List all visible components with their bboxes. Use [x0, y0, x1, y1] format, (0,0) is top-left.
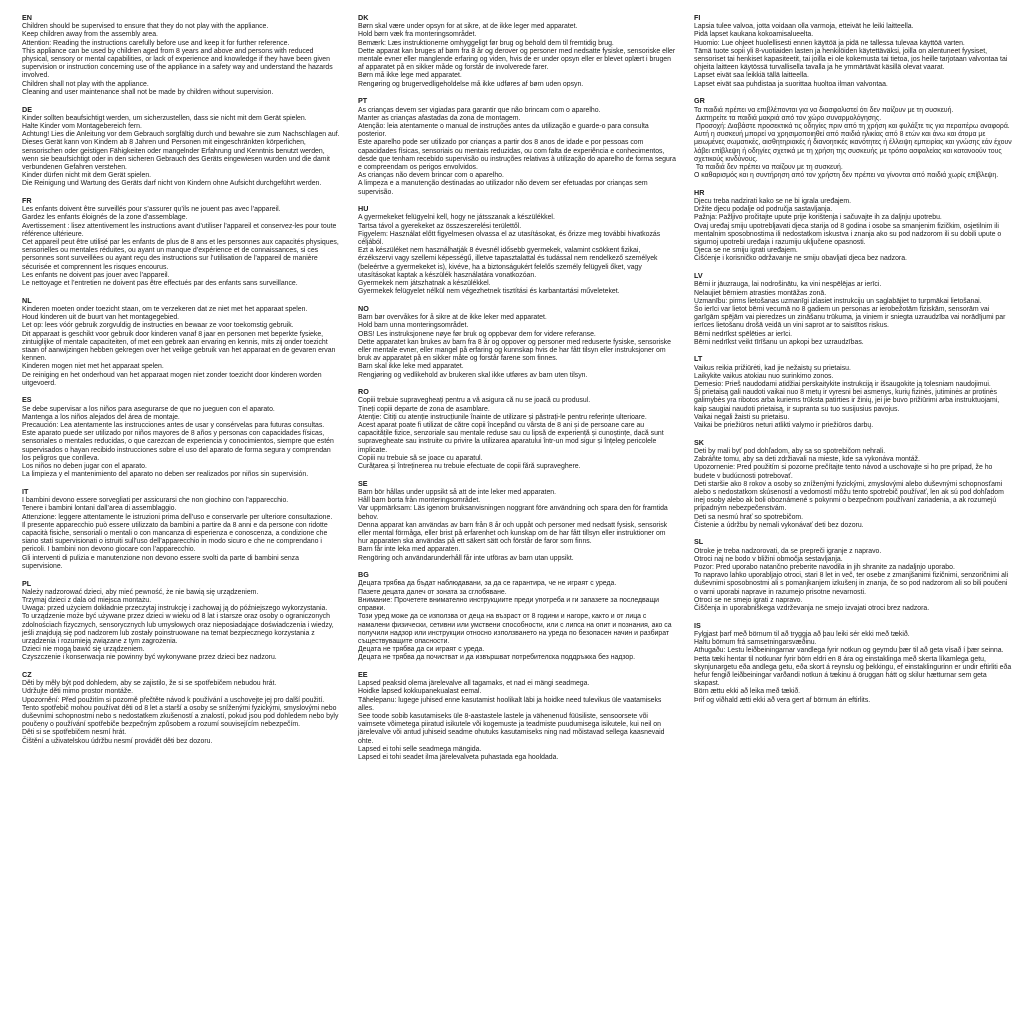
warning-text: Le nettoyage et l’entretien ne doivent pas être effectués par des enfants sans surveillance.	[22, 280, 298, 288]
warning-text: Die Reinigung und Wartung des Geräts darf nicht von Kindern ohne Aufsicht durchgeführt werden.	[22, 180, 322, 188]
warning-text: Børn må ikke lege med apparatet.	[358, 72, 462, 80]
warning-text: Barn får inte leka med apparaten.	[358, 546, 461, 554]
warning-text: Пазете децата далеч от зоната за сглобяване.	[358, 588, 507, 596]
warning-text: Let op: lees vóór gebruik zorgvuldig de instructies en bewaar ze voor toekomstig gebruik.	[22, 322, 294, 330]
warning-text: Držite djecu podalje od područja sastavljanja.	[694, 206, 833, 214]
warning-text: Se debe supervisar a los niños para asegurarse de que no jueguen con el aparato.	[22, 405, 275, 413]
language-section-se	[358, 480, 676, 563]
warning-text: Țineți copiii departe de zona de asamblare.	[358, 405, 490, 413]
language-code: PL	[22, 578, 32, 588]
warning-text: Lapsed ei tohi selle seadmega mängida.	[358, 745, 482, 753]
warning-text: Keep children away from the assembly area.	[22, 31, 158, 39]
warning-text: Čiščenja in uporabniškega vzdrževanja ne smejo izvajati otroci brez nadzora.	[694, 605, 930, 613]
warning-text: Tämä tuote sopii yli 8-vuotiaiden lasten ja henkilöiden käytettäväksi, joilla on alentuneet fyysiset, sensoriset tai henkiset kapasiteetit, tai joilla ei ole kokemusta tai tietoa, jos heille tarjotaan valvontaa tai ohjeita laitteen käytössä turvallisella tavalla ja he ymmärtävät käsillä olevat vaarat.	[694, 47, 1010, 72]
column-1	[22, 14, 340, 771]
language-section-ee	[358, 671, 676, 762]
warning-text: Otroci naj ne bodo v bližini območja sestavljanja.	[694, 555, 843, 563]
language-section-fr	[22, 197, 340, 288]
warning-text: As crianças devem ser vigiadas para garantir que não brincam com o aparelho.	[358, 106, 601, 114]
warning-text: Αυτή η συσκευή μπορεί να χρησιμοποιηθεί από παιδιά ηλικίας από 8 ετών και άνω και άτομα με μειωμένες σωματικές, αισθητηριακές ή διανοητικές ικανότητες ή έλλειψη εμπειρίας και γνώσης εάν έχουν λάβει επίβλεψη ή οδηγίες σχετικά με τη χρήση της συσκευής με τρόπο ασφαλείας και κατανοούν τους σχετικούς κινδύνους.	[694, 131, 1014, 163]
language-section-hr	[694, 189, 1012, 264]
warning-text: Внимание: Прочетете внимателно инструкциите преди употреба и ги запазете за последващи справки.	[358, 596, 661, 613]
warning-text: Acest aparat poate fi utilizat de către copii începând cu vârsta de 8 ani și de persoane care au capacitățile fizice, senzoriale sau mentale reduse sau cu lipsă de experiență și cunoștințe, dacă sunt supravegheate sau instruite cu privire la utilizarea aparatului într-un mod sigur și înțeleg pericolele implicate.	[358, 422, 666, 454]
warning-text: Børn skal være under opsyn for at sikre, at de ikke leger med apparatet.	[358, 23, 578, 31]
warning-text: Barn bør overvåkes for å sikre at de ikke leker med apparatet.	[358, 314, 547, 322]
warning-text: Tenere i bambini lontani dall’area di assemblaggio.	[22, 505, 177, 513]
warning-text: Gyermekek nem játszhatnak a készülékkel.	[358, 280, 491, 288]
warning-text: To napravo lahko uporabljajo otroci, stari 8 let in več, ter osebe z zmanjšanimi fizičnimi, senzoričnimi ali duševnimi sposobnostmi ali s pomanjkanjem izkušenj in znanja, če so pod nadzorom ali so bili poučeni o varni uporabi naprave in razumejo prisotne nevarnosti.	[694, 572, 1010, 596]
warning-text: Šo ierīci var lietot bērni vecumā no 8 gadiem un personas ar ierobežotām fiziskām, sensorām vai garīgām spējām vai pieredzes un zināšanu trūkuma, ja viniem ir sniegta uzraudzība vai norādījumi par ierīces lietošanu drošā veidā un vini saprot ar to saistītos riskus.	[694, 305, 1008, 330]
warning-text: Dette apparat kan bruges af børn fra 8 år og derover og personer med nedsatte fysiske, sensoriske eller mentale evner eller manglende erfaring og viden, hvis de er under opsyn eller er blevet oplært i brugen af apparatet på en sikker måde og forstår de involverede farer.	[358, 47, 678, 72]
language-code: RO	[358, 387, 369, 397]
warning-text: Vaikus reikia prižiūrėti, kad jie nežaistų su prietaisu.	[694, 364, 851, 372]
warning-text: Kinder dürfen nicht mit dem Gerät spielen.	[22, 172, 152, 180]
language-code: SK	[694, 437, 704, 447]
language-section-pl	[22, 580, 340, 663]
warning-text: Ο καθαρισμός και η συντήρηση από τον χρήστη δεν πρέπει να γίνονται από παιδιά χωρίς επίβλεψη.	[694, 172, 999, 180]
language-section-lv	[694, 272, 1012, 347]
warning-text: I bambini devono essere sorvegliati per assicurarsi che non giochino con l’apparecchio.	[22, 497, 289, 505]
warning-text: Децата не трябва да почистват и да извършват потребителска поддръжка без надзор.	[358, 654, 636, 662]
warning-text: Þetta tæki hentar til notkunar fyrir börn eldri en 8 ára og einstaklinga með skerta líkamlega getu, skynjunargetu eða andlega getu, eða skort á reynslu og þekkingu, ef einstaklingurinn er undir eftirliti eða hefur fengið leiðbeiningar varðandi notkun á tækinu á öruggan hátt og skilur hætturnar sem geta skapast.	[694, 655, 1014, 688]
warning-text: Les enfants ne doivent pas jouer avec l’appareil.	[22, 271, 170, 279]
language-code: HU	[358, 204, 369, 214]
warning-text: Τα παιδιά πρέπει να επιβλέπονται για να διασφαλιστεί ότι δεν παίζουν με τη συσκευή.	[694, 106, 954, 114]
warning-text: Kinderen moeten onder toezicht staan, om te verzekeren dat ze niet met het apparaat spelen.	[22, 305, 308, 313]
warning-text: Attention: Reading the instructions carefully before use and keep it for further reference.	[22, 39, 290, 47]
warning-text: OBS! Les instruksjonene nøye før bruk og oppbevar dem for videre referanse.	[358, 330, 596, 338]
language-section-fi	[694, 14, 1012, 89]
warning-text: Este aparelho pode ser utilizado por crianças a partir dos 8 anos de idade e por pessoas com capacidades físicas, sensoriais ou mentais reduzidas, ou com falta de experiência e conhecimentos, desde que tenham recebido supervisão ou instruções relativas à utilização do aparelho de forma segura e compreendam os perigos envolvidos.	[358, 139, 678, 171]
warning-text: Този уред може да се използва от деца на възраст от 8 години и нагоре, както и от лица с намалени физически, сетивни или умствени способности, или с липса на опит и познания, ако са получили надзор или инструкции относно използването на уреда по безопасен начин и разбират съществуващите опасности.	[358, 613, 674, 645]
language-section-dk	[358, 14, 676, 89]
warning-text: Hoidke lapsed kokkupanekualast eemal.	[358, 688, 482, 696]
language-code: DE	[22, 104, 32, 114]
warning-text: Halte Kinder vom Montagebereich fern.	[22, 122, 142, 130]
warning-text: Hold børn væk fra monteringsområdet.	[358, 31, 477, 39]
warning-text: Децата не трябва да си играят с уреда.	[358, 646, 485, 654]
warning-text: Udržujte děti mimo prostor montáže.	[22, 688, 134, 696]
warning-text: A gyermekeket felügyelni kell, hogy ne játsszanak a készülékkel.	[358, 214, 555, 222]
warning-text: Należy nadzorować dzieci, aby mieć pewność, że nie bawią się urządzeniem.	[22, 588, 259, 596]
warning-columns	[22, 14, 1012, 771]
warning-text: Ovaj uređaj smiju upotrebljavati djeca starija od 8 godina i osobe sa smanjenim fizičkim, osjetilnim ili mentalnim sposobnostima ili nedostatkom iskustva i znanja ako su pod nadzorom ili su dobili upute o sigurnoj upotrebi uređaja i razumiju uključene opasnosti.	[694, 222, 1004, 247]
warning-text: Lapset eivät saa puhdistaa ja suorittaa huoltoa ilman valvontaa.	[694, 80, 888, 88]
warning-text: Tähelepanu: lugege juhised enne kasutamist hoolikalt läbi ja hoidke need tulevikus üle vaatamiseks alles.	[358, 696, 664, 712]
language-code: FI	[694, 13, 701, 22]
warning-text: Děti si se spotřebičem nesmí hrát.	[22, 729, 127, 737]
warning-text: Copiii trebuie supravegheați pentru a vă asigura că nu se joacă cu produsul.	[358, 397, 591, 405]
warning-text: Děti by měly být pod dohledem, aby se zajistilo, že si se spotřebičem nebudou hrát.	[22, 680, 277, 688]
warning-text: Tento spotřebič mohou používat děti od 8 let a starší a osoby se sníženými fyzickými, smyslovými nebo duševními schopnostmi nebo s nedostatkem zkušeností a znalostí, pokud jsou pod dohledem nebo byly poučeny o používání spotřebiče bezpečným způsobem a rozumí souvisejícím nebezpečím.	[22, 704, 341, 729]
language-section-bg	[358, 571, 676, 662]
language-section-nl	[22, 297, 340, 388]
warning-text: To urządzenie może być używane przez dzieci w wieku od 8 lat i starsze oraz osoby o ograniczonych zdolnościach fizycznych, sensorycznych lub umysłowych oraz nieposiadające doświadczenia i wiedzy, jeśli znajdują się pod nadzorem lub zostały poinstruowane na temat bezpiecznego korzystania z urządzenia i rozumieją związane z tym zagrożenia.	[22, 613, 336, 645]
warning-text: Rengöring och användarunderhåll får inte utföras av barn utan uppsikt.	[358, 554, 574, 562]
warning-text: Deti by mali byť pod dohľadom, aby sa so spotrebičom nehrali.	[694, 447, 886, 455]
language-section-no	[358, 305, 676, 380]
warning-text: Čištění a uživatelskou údržbu nesmí provádět děti bez dozoru.	[22, 737, 213, 745]
language-section-en	[22, 14, 340, 97]
warning-text: Vaikai negali žaisti su prietaisu.	[694, 413, 790, 421]
warning-text: Laikykite vaikus atokiau nuo surinkimo zonos.	[694, 372, 834, 380]
warning-text: Il presente apparecchio può essere utilizzato da bambini a partire da 8 anni e da persone con ridotte capacità fisiche, sensoriali o mentali o con mancanza di esperienza e conoscenza, a condizione che siano stati supervisionati o istruiti sull’uso dell’apparecchio in modo sicuro e che ne comprendano i pericoli. I bambini non devono giocare con l’apparecchio.	[22, 521, 330, 554]
warning-text: Zabráňte tomu, aby sa deti zdržiavali na mieste, kde sa vykonáva montáž.	[694, 456, 920, 464]
language-section-pt	[358, 97, 676, 196]
warning-text: Copiii nu trebuie să se joace cu aparatul.	[358, 454, 483, 462]
warning-text: Los niños no deben jugar con el aparato.	[22, 463, 147, 471]
language-code: PT	[358, 96, 368, 106]
warning-text: Kinderen mogen niet met het apparaat spelen.	[22, 363, 164, 371]
warning-text: Trzymaj dzieci z dala od miejsca montażu.	[22, 596, 152, 604]
language-code: SL	[694, 537, 704, 547]
language-section-it	[22, 488, 340, 571]
warning-text: Gyermekek felügyelet nélkül nem végezhetnek tisztítási és karbantartási műveleteket.	[358, 288, 620, 296]
language-section-gr	[694, 97, 1012, 180]
warning-text: Atenție: Citiți cu atenție instrucțiunile înainte de utilizare și păstrați-le pentru referințe ulterioare.	[358, 413, 647, 421]
language-code: CZ	[22, 670, 32, 680]
warning-text: Pozor: Pred uporabo natančno preberite navodila in jih shranite za nadaljnjo uporabo.	[694, 564, 955, 572]
language-code: FR	[22, 196, 32, 206]
warning-text: Dzieci nie mogą bawić się urządzeniem.	[22, 646, 145, 654]
warning-text: Czyszczenie i konserwacja nie powinny być wykonywane przez dzieci bez nadzoru.	[22, 654, 277, 662]
warning-text: Gardez les enfants éloignés de la zone d’assemblage.	[22, 214, 188, 222]
warning-text: Čišćenje i korisničko održavanje ne smiju obavljati djeca bez nadzora.	[694, 255, 907, 263]
warning-text: Lapset eivät saa leikkiä tällä laitteella.	[694, 72, 809, 80]
warning-text: Otroci se ne smejo igrati z napravo.	[694, 596, 803, 604]
language-section-es	[22, 396, 340, 479]
warning-text: Precaución: Lea atentamente las instrucciones antes de usar y consérvelas para futuras consultas.	[22, 422, 325, 430]
warning-text: Pažnja: Pažljivo pročitajte upute prije korištenja i sačuvajte ih za daljnju upotrebu.	[694, 214, 942, 222]
warning-text: Manter as crianças afastadas da zona de montagem.	[358, 114, 521, 122]
language-code: GR	[694, 96, 705, 106]
warning-text: Håll barn borta från monteringsområdet.	[358, 497, 481, 505]
warning-text: Dit apparaat is geschikt voor gebruik door kinderen vanaf 8 jaar en personen met beperkte fysieke, zintuiglijke of mentale capaciteiten, of met een gebrek aan ervaring en kennis, mits zij onder toezicht staan of aanwijzingen hebben gekregen over het veilige gebruik van het apparaat en de gevaren ervan kennen.	[22, 330, 338, 363]
language-code: ES	[22, 395, 32, 405]
warning-text: Lapsia tulee valvoa, jotta voidaan olla varmoja, etteivät he leiki laitteella.	[694, 23, 914, 31]
warning-text: Djecu treba nadzirati kako se ne bi igrala uređajem.	[694, 198, 852, 206]
warning-text: Barn skal ikke leke med apparatet.	[358, 363, 464, 371]
warning-text: A limpeza e a manutenção destinadas ao utilizador não devem ser efetuadas por crianças sem supervisão.	[358, 180, 650, 196]
warning-text: Achtung! Lies die Anleitung vor dem Gebrauch sorgfältig durch und bewahre sie zum Nachschlagen auf.	[22, 131, 340, 139]
warning-text: See toode sobib kasutamiseks üle 8-aastastele lastele ja vähenenud füüsiliste, sensoorsete või vaimsete võimetega piiratud isikutele või kogemuste ja teadmiste puudumisega isikutele, kui neil on järelevalve või antud juhiseid seadme ohutuks kasutamiseks ning nad mõistavad sellega kaasnevaid ohte.	[358, 713, 667, 745]
language-section-cz	[22, 671, 340, 746]
language-section-lt	[694, 355, 1012, 430]
warning-text: Þrif og viðhald ætti ekki að vera gert af börnum án eftirlits.	[694, 696, 871, 704]
warning-text: Cet appareil peut être utilisé par les enfants de plus de 8 ans et les personnes aux capacités physiques, sensorielles ou mentales réduites, ou ayant un manque d’expérience et de connaissances, si ces personnes sont surveillées ou ayant reçu des instructions sur l’utilisation de l’appareil de manière sécurisée et comprennent les risques encourus.	[22, 239, 341, 271]
warning-text: Börn ættu ekki að leika með tækið.	[694, 688, 801, 696]
warning-text: Rengøring og brugervedligeholdelse må ikke udføres af børn uden opsyn.	[358, 80, 584, 88]
warning-text: Houd kinderen uit de buurt van het montagegebied.	[22, 314, 180, 322]
warning-text: Προσοχή: Διαβάστε προσεκτικά τις οδηγίες πριν από τη χρήση και φυλάξτε τις για περαιτέρω αναφορά.	[694, 122, 1010, 130]
warning-text: Uwaga: przed użyciem dokładnie przeczytaj instrukcję i zachowaj ją do późniejszego wykorzystania.	[22, 605, 328, 613]
language-code: HR	[694, 187, 705, 197]
warning-text: Децата трябва да бъдат наблюдавани, за да се гарантира, че не играят с уреда.	[358, 580, 617, 588]
warning-text: Upozornenie: Pred použitím si pozorne prečítajte tento návod a uschovajte si ho pre prípad, že ho budete v budúcnosti potrebovať.	[694, 464, 995, 480]
warning-text: Curățarea și întreținerea nu trebuie efectuate de copii fără supraveghere.	[358, 463, 581, 471]
warning-text: Deti staršie ako 8 rokov a osoby so zníženými fyzickými, zmyslovými alebo duševnými schopnosťami alebo s nedostatkom skúseností a vedomostí môžu tento spotrebič používať, len ak sú pod dohľadom inej osoby alebo ak boli oboznámené s pokynmi o bezpečnom používaní zariadenia, a ak rozumejú prípadným nebezpečenstvám.	[694, 480, 1006, 513]
warning-text: La limpieza y el mantenimiento del aparato no deben ser realizados por niños sin supervisión.	[22, 471, 309, 479]
language-code: EN	[22, 13, 32, 22]
warning-text: Dette apparatet kan brukes av barn fra 8 år og oppover og personer med reduserte fysiske, sensoriske eller mentale evner, eller mangel på erfaring og kunnskap hvis de har fått tilsyn eller instruksjoner om bruk av apparatet på en sikker måte og forstår farene som finnes.	[358, 338, 673, 363]
warning-text: Uzmanību: pirms lietošanas uzmanīgi izlasiet instrukciju un saglabājiet to turpmākai lietošanai.	[694, 297, 982, 305]
language-code: LT	[694, 354, 703, 364]
warning-text: Children should be supervised to ensure that they do not play with the appliance.	[22, 23, 269, 31]
warning-text: Attenzione: leggere attentamente le istruzioni prima dell’uso e conservarle per ulteriore consultazione.	[22, 513, 333, 521]
warning-text: Deti sa nesmú hrať so spotrebičom.	[694, 513, 804, 521]
warning-text: Haltu börnum frá samsetningarsvæðinu.	[694, 639, 817, 647]
warning-text: Kinder sollten beaufsichtigt werden, um sicherzustellen, dass sie nicht mit dem Gerät spielen.	[22, 114, 307, 122]
warning-text: Otroke je treba nadzorovati, da se prepreči igranje z napravo.	[694, 547, 882, 555]
language-code: DK	[358, 13, 369, 22]
warning-text: Cleaning and user maintenance shall not be made by children without supervision.	[22, 88, 274, 96]
warning-text: Children shall not play with the appliance.	[22, 80, 149, 88]
warning-text: Bērni nedrīkst spēlēties ar ierīci.	[694, 330, 793, 338]
warning-text: Pidä lapset kaukana kokoamisalueelta.	[694, 31, 814, 39]
warning-text: Tartsa távol a gyerekeket az összeszerelési területtől.	[358, 222, 522, 230]
language-code: IT	[22, 486, 29, 496]
warning-text: Demesio: Prieš naudodami atidžiai perskaitykite instrukciją ir išsaugokite ją tolesniam naudojimui.	[694, 381, 991, 389]
warning-text: Athugaðu: Lestu leiðbeiningarnar vandlega fyrir notkun og geymdu þær til að geta vísað í þær seinna.	[694, 647, 1004, 655]
warning-text: Čistenie a údržbu by nemali vykonávať deti bez dozoru.	[694, 521, 864, 529]
language-section-sk	[694, 439, 1012, 530]
warning-text: Dieses Gerät kann von Kindern ab 8 Jahren und Personen mit eingeschränkten körperlichen, sensorischen oder geistigen Fähigkeiten oder mangelnder Erfahrung und Kenntnis benutzt werden, wenn sie beaufsichtigt oder in den sicheren Gebrauch des Geräts eingewiesen wurden und die damit verbundenen Gefahren verstehen.	[22, 139, 332, 171]
language-code: SE	[358, 478, 368, 488]
warning-text: Fylgjast þarf með börnum til að tryggja að þau leiki sér ekki með tækið.	[694, 630, 910, 638]
language-code: EE	[358, 670, 368, 680]
warning-text: Lapsed peaksid olema järelevalve all tagamaks, et nad ei mängi seadmega.	[358, 680, 590, 688]
warning-text: Διατηρείτε τα παιδιά μακριά από τον χώρο συναρμολόγησης.	[694, 114, 882, 122]
warning-text: Djeca se ne smiju igrati uređajem.	[694, 247, 798, 255]
warning-text: De reiniging en het onderhoud van het apparaat mogen niet zonder toezicht door kinderen worden uitgevoerd.	[22, 371, 324, 387]
warning-text: Hold barn unna monteringsområdet.	[358, 322, 469, 330]
language-code: NL	[22, 295, 32, 305]
language-code: NO	[358, 303, 369, 313]
warning-text: Denna apparat kan användas av barn från 8 år och uppåt och personer med nedsatt fysisk, sensorisk eller mental förmåga, eller brist på erfarenhet och kunskap om de har fått tillsyn eller instruktioner om hur apparaten ska användas på ett säkert sätt och förstår de faror som finns.	[358, 521, 670, 546]
column-3	[694, 14, 1012, 771]
warning-text: Lapsed ei tohi seadet ilma järelevalveta puhastada ega hooldada.	[358, 754, 559, 762]
warning-text: Bemærk: Læs instruktionerne omhyggeligt før brug og behold dem til fremtidig brug.	[358, 39, 614, 47]
warning-text: Bērni nedrīkst veikt tīrīšanu un apkopi bez uzraudzības.	[694, 338, 864, 346]
warning-text: Mantenga a los niños alejados del área de montaje.	[22, 413, 180, 421]
warning-text: Este aparato puede ser utilizado por niños mayores de 8 años y personas con capacidades físicas, sensoriales o mentales reducidas, o que carezcan de experiencia y conocimientos, siempre que estén supervisados o hayan recibido instrucciones sobre el uso del aparato de forma segura y comprendan los peligros que conlleva.	[22, 430, 336, 462]
warning-text: Gli interventi di pulizia e manutenzione non devono essere svolti da parte di bambini senza supervisione.	[22, 554, 301, 570]
warning-text: Ezt a készüléket nem használhatják 8 évesnél idősebb gyermekek, valamint csökkent fizikai, érzékszervi vagy szellemi képességű, illetve tapasztalattal és tudással nem rendelkező személyek (beleértve a gyermekeket is), kivéve, ha a biztonságukért felelős személy felügyeli őket, vagy utasításokat kaptak a készülék használatára vonatkozóan.	[358, 247, 660, 279]
warning-text: Avertissement : lisez attentivement les instructions avant d’utiliser l’appareil et conservez-les pour toute référence ultérieure.	[22, 222, 339, 238]
language-code: LV	[694, 271, 703, 281]
warning-text: Rengjøring og vedlikehold av brukeren skal ikke utføres av barn uten tilsyn.	[358, 371, 588, 379]
language-section-is	[694, 622, 1012, 705]
warning-text: Var uppmärksam: Läs igenom bruksanvisningen noggrant före användning och spara den för framtida behov.	[358, 505, 670, 521]
warning-text: As crianças não devem brincar com o aparelho.	[358, 172, 504, 180]
warning-text: Figyelem: Használat előtt figyelmesen olvassa el az utasításokat, és őrizze meg további hivatkozás céljából.	[358, 230, 663, 247]
warning-text: Bērni ir jāuzrauga, lai nodrošinātu, ka vini nespēlējas ar ierīci.	[694, 281, 882, 289]
language-section-de	[22, 106, 340, 189]
language-section-hu	[358, 205, 676, 296]
warning-text: Upozornění: Před použitím si pozorně přečtěte návod k používání a uschovejte jej pro další použití.	[22, 696, 325, 704]
language-section-ro	[358, 388, 676, 471]
warning-text: This appliance can be used by children aged from 8 years and above and persons with reduced physical, sensory or mental capabilities, or lack of experience and knowledge if they have been given supervision or instruction concerning use of the appliance in a safety way and understand the hazards involved.	[22, 47, 335, 80]
warning-text: Les enfants doivent être surveillés pour s’assurer qu’ils ne jouent pas avec l’appareil.	[22, 206, 281, 214]
language-code: BG	[358, 570, 369, 580]
warning-text: Vaikai be priežiūros neturi atlikti valymo ir priežiūros darbų.	[694, 422, 874, 430]
warning-text: Šį prietaisą gali naudoti vaikai nuo 8 metų ir vyresni bei asmenys, kurių fizinės, jutiminės ar protinės galimybės yra ribotos arba kuriems trūksta patirties ir žinių, jei jie buvo prižiūrimi arba instruktuojami, kaip saugiai naudoti prietaisą, ir supranta su tuo susijusius pavojus.	[694, 389, 1002, 413]
language-section-sl	[694, 538, 1012, 613]
warning-text: Barn bör hållas under uppsikt så att de inte leker med apparaten.	[358, 488, 557, 496]
warning-text: Τα παιδιά δεν πρέπει να παίζουν με τη συσκευή.	[694, 163, 843, 171]
warning-text: Nelaujiet bērniem atrasties montāžas zonā.	[694, 289, 827, 297]
column-2	[358, 14, 676, 771]
warning-text: Huomio: Lue ohjeet huolellisesti ennen käyttöä ja pidä ne tallessa tulevaa käyttöä varten.	[694, 39, 965, 47]
language-code: IS	[694, 620, 701, 630]
warning-text: Atenção: leia atentamente o manual de instruções antes da utilização e guarde-o para consulta posterior.	[358, 122, 651, 139]
